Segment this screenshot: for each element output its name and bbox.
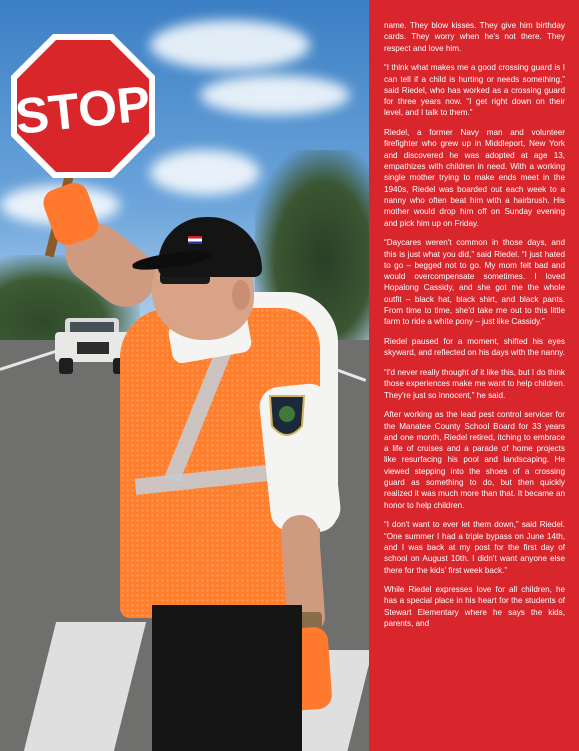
article-paragraph: “I think what makes me a good crossing guard is I can tell if a child is hurting or needs something,” said Riedel, who has worked as a crossing guard for three years now. “I get right down on their level, and I talk to them.” — [384, 63, 565, 118]
stop-sign-text: STOP — [12, 75, 153, 145]
article-paragraph: Riedel, a former Navy man and volunteer firefighter who grew up in Middleport, New York and discovered he was adopted at age 13, empathizes with children in need. With a working single mother trying to make ends meet in the 1940s, Riedel was boarded out each week to a nanny who often beat him with a hairbrush. His mother would drop him off on Sunday evening and pick him up on Friday. — [384, 128, 565, 228]
article-paragraph: Riedel paused for a moment, shifted his eyes skyward, and reflected on his days with the nanny. — [384, 336, 565, 358]
cap-flag-pin — [188, 236, 202, 244]
article-paragraph: “I don't want to ever let them down,” said Riedel. “One summer I had a triple bypass on June 14th, and I was back at my post for the first day of school on August 10th. I didn't want anyone else there for the kids' first week back.” — [384, 520, 565, 575]
article-paragraph: name. They blow kisses. They give him birthday cards. They worry when he's not there. They respect and love him. — [384, 21, 565, 53]
black-cap — [158, 217, 262, 277]
article-paragraph: “I'd never really thought of it like this, but I do think those experiences make me want to help children. They're just so innocent,” he said. — [384, 367, 565, 400]
article-body — [384, 20, 565, 638]
cloud — [200, 75, 350, 115]
cloud — [150, 150, 260, 195]
article-paragraph: “Daycares weren't common in those days, and this is just what you did,” said Riedel. “I just hated to go – begged not to go. My mom felt bad and would overcompensate sometimes. I loved Hopalong Cassidy, and she got me the whole outfit – black hat, black shirt, and black pants. From time to time, she'd take me out to this little farm to ride a white pony – just like Cassidy.” — [384, 238, 565, 327]
stop-sign — [9, 32, 157, 180]
shoulder-patch — [268, 392, 306, 444]
black-pants — [152, 605, 302, 751]
guard-ear — [232, 280, 250, 310]
cloud — [150, 20, 310, 70]
article-paragraph: After working as the lead pest control servicer for the Manatee County School Board for 33 years and one month, Riedel retired, itching to embrace a life of cruises and a parade of home projects like resurfacing his pool and landscaping. He viewed stepping into the shoes of a crossing guard as something to do, but then quickly realized it was much more than that. It became an honor to help children. — [384, 410, 565, 510]
article-column — [369, 0, 579, 751]
article-paragraph: While Riedel expresses love for all children, he has a special place in his heart for the students of Stewart Elementary where he says the kids, parents, and — [384, 585, 565, 629]
